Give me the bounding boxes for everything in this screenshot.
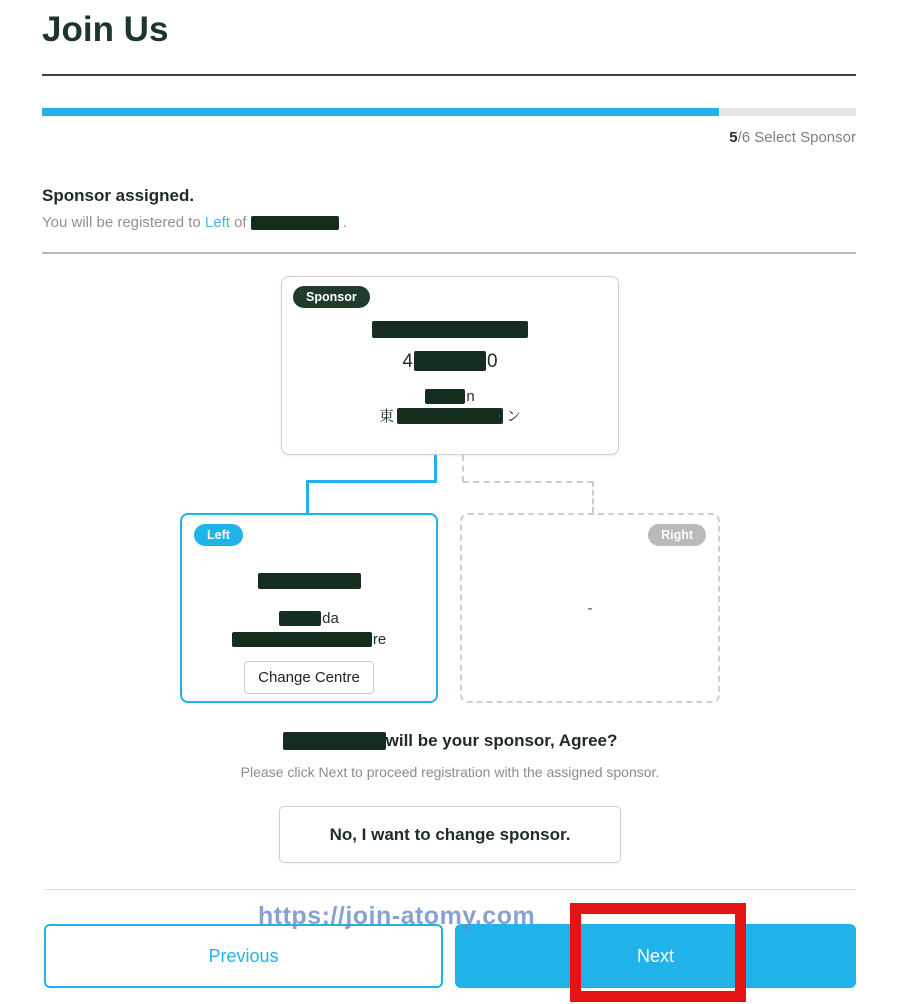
left-centre-row — [232, 632, 386, 647]
left-badge: Left — [194, 524, 243, 546]
sponsor-card-body — [282, 321, 618, 424]
page-title: Join Us — [42, 10, 169, 49]
change-sponsor-button[interactable]: No, I want to change sponsor. — [279, 806, 621, 863]
left-country-end: da — [322, 610, 339, 627]
right-badge: Right — [648, 524, 706, 546]
redacted-left-centre — [232, 632, 372, 647]
right-position-card[interactable] — [460, 513, 720, 703]
sponsor-name-row — [372, 321, 528, 338]
status-line-end: . — [338, 214, 348, 231]
connector-right-horizontal — [463, 481, 593, 483]
connector-left-vertical-bottom — [306, 480, 309, 513]
left-centre-end: re — [372, 631, 387, 648]
status-line-prefix: You will be registered to — [42, 214, 205, 231]
redacted-sponsor-name — [251, 216, 339, 230]
redacted-left-name — [258, 573, 361, 589]
section-divider-top — [42, 252, 856, 254]
sponsor-card — [281, 276, 619, 455]
redacted-agreement-name — [283, 732, 386, 750]
connector-right-vertical-top — [462, 455, 464, 482]
left-card-body — [182, 573, 436, 694]
member-number-end: 0 — [487, 350, 498, 372]
country-end: n — [466, 388, 475, 405]
step-total: /6 — [737, 129, 755, 146]
status-line-mid: of — [229, 214, 251, 231]
centre-start: 東 — [378, 407, 394, 425]
redacted-sponsor-name — [372, 321, 528, 338]
progress-bar-track — [42, 108, 856, 116]
status-heading: Sponsor assigned. — [42, 186, 195, 205]
connector-left-horizontal — [306, 480, 437, 483]
sponsor-country-row — [425, 389, 474, 404]
watermark-url: https://join-atomy.com — [258, 902, 536, 930]
position-link-text: Left — [204, 214, 230, 231]
agreement-heading-text: will be your sponsor, Agree? — [385, 731, 618, 750]
section-divider-bottom — [44, 889, 856, 890]
redacted-member-number — [414, 351, 486, 371]
previous-button[interactable]: Previous — [44, 924, 443, 988]
left-position-card[interactable] — [180, 513, 438, 703]
redacted-country — [425, 389, 465, 404]
connector-right-vertical-bottom — [592, 481, 594, 513]
sponsor-centre-row — [379, 408, 521, 424]
sponsor-badge: Sponsor — [293, 286, 370, 308]
redacted-left-country — [279, 611, 321, 626]
step-current: 5 — [729, 129, 738, 146]
agreement-heading — [0, 731, 900, 751]
progress-bar-fill — [42, 108, 719, 116]
step-label: Select Sponsor — [754, 129, 856, 146]
connector-left-vertical-top — [434, 455, 437, 482]
title-divider — [42, 74, 856, 76]
redacted-centre — [397, 408, 503, 424]
left-country-row — [279, 611, 339, 626]
next-button[interactable]: Next — [455, 924, 856, 988]
centre-end: ン — [506, 407, 522, 425]
sponsor-member-number-row — [402, 351, 497, 371]
member-number-start: 4 — [402, 350, 413, 372]
step-indicator — [729, 129, 856, 146]
left-name-row — [258, 573, 361, 589]
right-empty-value: - — [587, 599, 593, 617]
status-line — [42, 214, 347, 231]
agreement-instruction: Please click Next to proceed registration with the assigned sponsor. — [240, 764, 660, 780]
change-centre-button[interactable]: Change Centre — [244, 661, 374, 694]
